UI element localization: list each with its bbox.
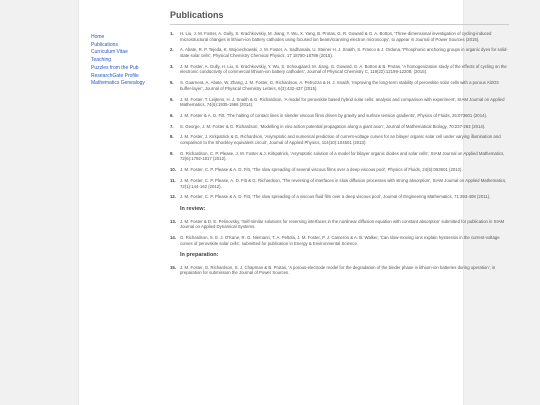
publication-item xyxy=(170,80,510,91)
publication-number: 12. xyxy=(170,194,176,200)
publication-number: 5. xyxy=(170,96,174,102)
section-heading: In preparation: xyxy=(180,252,219,259)
page-title: Publications xyxy=(170,10,224,20)
publication-item xyxy=(170,47,510,58)
publication-item xyxy=(170,167,510,173)
publication-item xyxy=(170,123,510,130)
publication-item xyxy=(170,96,510,108)
publication-number: 15. xyxy=(170,264,176,270)
publication-item xyxy=(170,31,510,42)
publication-number: 10. xyxy=(170,167,176,173)
publication-number: 2. xyxy=(170,47,174,53)
publication-number: 5. xyxy=(170,80,174,86)
nav-link-mathematics-genealogy[interactable]: Mathematics Genealogy xyxy=(91,80,145,87)
publication-citation: J. M. Foster & D. E. Pelinovsky, 'Self-similar solutions for reversing interfaces in the nonlinear diffusion equation with constant absorption' submitted for publication in SIAM Journal on Applied Dynamical Systems. xyxy=(180,218,505,230)
publication-number: 3. xyxy=(170,63,174,69)
publication-number: 9. xyxy=(170,150,174,156)
nav-link-home[interactable]: Home xyxy=(91,34,105,40)
section-heading: In review: xyxy=(180,205,206,212)
publication-item xyxy=(170,134,510,146)
publication-citation: J. M. Foster & A. D. Fitt, 'The halting of contact lines in slender viscous films driven by gravity and surface tension gradients', Physics of Fluids, 26:073601 (2014). xyxy=(180,112,488,118)
publication-number: 14. xyxy=(170,234,176,240)
nav-link-publications[interactable]: Publications xyxy=(91,41,118,48)
publication-item xyxy=(170,150,510,162)
sidebar-nav xyxy=(91,34,161,88)
publication-number: 6. xyxy=(170,112,174,118)
publication-citation: S. Guarnera, A. Abate, W. Zhang, J. M. Foster, G. Richardson, A. Petrozza & H. J. Snaith, 'Improving the long-term stability of perovskite solar cells with a porous Al2O3 buffer-layer', Journal of Physical Chemistry Letters, 6(3):432-437 (2015). xyxy=(180,80,499,91)
publication-citation: J. M. Foster, C. P. Please, A. D. Fitt & G. Richardson, 'The reversing of interfaces in slow diffusion processes with strong absorption', SIAM Journal on Applied Mathematics, 72(1):144-162 (2012). xyxy=(180,177,507,189)
publication-citation: J. M. Foster, A. Gully, H. Liu, S. Krachkovskiy, Y. Wu, S. Schougaard, M. Jiang, G. Goward, G. A. Botton & B. Protas, 'A homogenization study of the effects of cycling on the electronic conductivity of commercial lithium-ion battery cathodes', Journal of Physical Chemistry C, 119(22):12199-12208, (2015). xyxy=(180,63,507,75)
nav-link-researchgate-profile[interactable]: ResearchGate Profile xyxy=(91,72,139,79)
publication-item xyxy=(170,234,510,246)
publication-citation: G. Richardson, S. E. J. O'Kane, R. G. Niemann, T. A. Peltola, J. M. Foster, P. J. Cameron & A. B. Walker, 'Can slow-moving ions explain hysteresis in the current-voltage curves of perovskite solar cells', submitted for publication in Energy & Environmental Science. xyxy=(180,234,500,246)
publication-citation: J. M. Foster, C. P. Please & A. D. Fitt, 'The slow spreading of a viscous fluid film over a deep viscous pool', Journal of Engineering Mathematics, 71:393-408 (2011). xyxy=(180,194,491,200)
publication-citation: J. M. Foster, J. Kirkpatrick & G. Richardson, 'Asymptotic and numerical prediction of current-voltage curves for an bilayer organic solar cell under varying illumination and comparison to the Shockley equivalent circuit', Journal of Applied Physics, 114(10):104501 (2013). xyxy=(180,134,501,146)
publication-list xyxy=(170,31,510,281)
publication-item xyxy=(170,63,510,75)
publication-number: 1. xyxy=(170,31,174,36)
page xyxy=(78,0,508,405)
publication-citation: G. Richardson, C. P. Please, J. M. Foster & J. Kirkpatrick, 'Asymptotic solution of a model for bilayer organic diodes and solar cells', SIAM Journal on Applied Mathematics, 72(6):1792-1817 (2012). xyxy=(180,150,505,162)
publication-item xyxy=(170,177,510,189)
publication-number: 11. xyxy=(170,177,176,183)
nav-link-puzzles-from-the-pub[interactable]: Puzzles from the Pub xyxy=(91,64,139,71)
publication-citation: H. Liu, J. M. Foster, A. Gully, S. Krachkovskiy, M. Jiang, Y. Wu, X. Yang, B. Protas, G. R. Goward & G. A. Botton, 'Three-dimensional investigation of cycling-induced microstructural changes in lithium-ion battery cathodes using focused ion beam/scanning electron microscopy', to appear in Journal of Power Sources (2015). xyxy=(180,31,492,42)
publication-item xyxy=(170,112,510,119)
publication-citation: J. M. Foster, C. P. Please & A. D. Fitt, 'The slow spreading of several viscous films over a deep viscous pool', Physics of Fluids, 24(6):063601 (2012). xyxy=(180,167,463,173)
publication-citation: J. M. Foster, T. Leijtens, H. J. Snaith & G. Richardson, 'A model for perovskite based hybrid solar cells: analysis and comparison with experiment', SIAM Journal on Applied Mathematics, 74(6):1935-1966 (2014). xyxy=(180,96,505,108)
publication-item xyxy=(170,218,510,230)
publication-number: 8. xyxy=(170,134,174,140)
nav-link-curriculum-vitae[interactable]: Curriculum Vitae xyxy=(91,49,128,56)
publication-citation: S. George, J. M. Foster & G. Richardson, 'Modelling in vivo action potential propagation along a giant axon', Journal of Mathematical Biology, 70:237-263 (2014). xyxy=(180,123,486,129)
publication-number: 7. xyxy=(170,123,174,129)
nav-link-teaching[interactable]: Teaching xyxy=(91,57,112,64)
publication-citation: J. M. Foster, G. Richardson, S. J. Chapman & B. Protas, 'A porous-electrode model for the degradation of the binder phase in lithium-ion batteries during operation', in preparation for submission the Journal of Power Sources. xyxy=(180,264,496,276)
publication-item xyxy=(170,194,510,200)
publication-citation: A. Abate, R. P. Tejeda, K. Wojciechowski, J. M. Foster, A. Sadhanala, U. Steiner H. J. Snaith, S. Franco & J. Orduna, 'Phosphonic anchoring groups in organic dyes for solid-state solar cells', Physical Chemistry Chemical Physics, 17 18780-18789 (2015). xyxy=(180,47,508,58)
publication-number: 13. xyxy=(170,218,176,224)
publication-item xyxy=(170,264,510,276)
title-divider xyxy=(170,24,509,25)
